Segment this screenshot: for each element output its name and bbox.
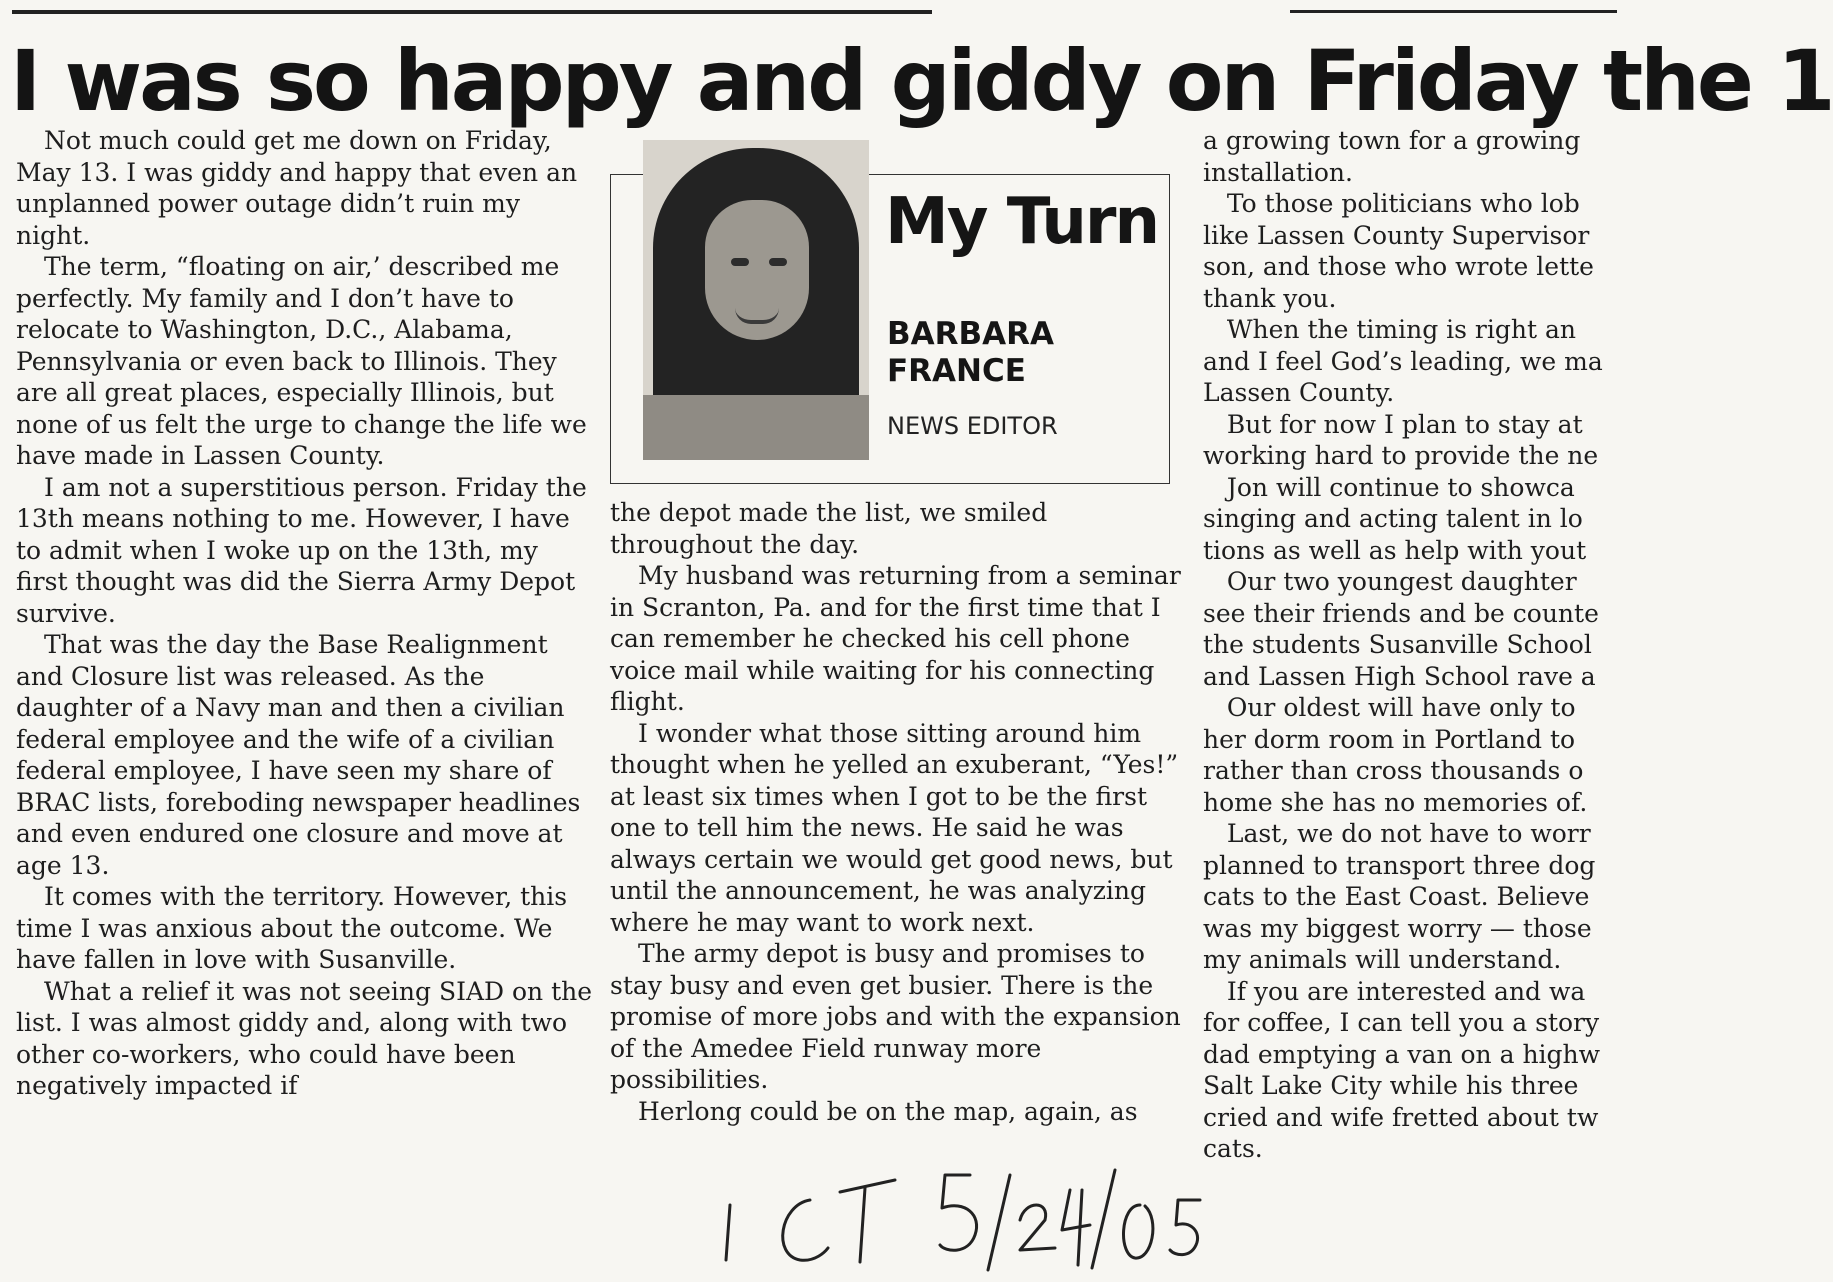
- col3-line: singing and acting talent in lo: [1203, 504, 1583, 533]
- col3-line: When the timing is right an: [1203, 315, 1576, 344]
- col3-line: planned to transport three dog: [1203, 850, 1596, 880]
- col1-paragraph: I am not a superstitious person. Friday the 13th means nothing to me. However, I have to admit when I woke up on the 13th, my first thought was did the Sierra Army Depot survive.: [16, 472, 587, 628]
- col3-line: thank you.: [1203, 283, 1337, 313]
- author-photo: [643, 140, 869, 460]
- col3-line: like Lassen County Supervisor: [1203, 220, 1590, 250]
- col2-continued: the depot made the list, we smiled throughout the day.: [610, 498, 1048, 559]
- col3-line: was my biggest worry — those: [1203, 913, 1592, 943]
- col3-line: If you are interested and wa: [1203, 976, 1586, 1006]
- column-1: [16, 125, 596, 1102]
- top-rule-right: [1290, 10, 1617, 13]
- column-2: [610, 497, 1185, 1127]
- author-role: NEWS EDITOR: [887, 412, 1058, 440]
- col3-line: her dorm room in Portland to: [1203, 724, 1576, 754]
- col3-line: cats to the East Coast. Believe: [1203, 882, 1590, 911]
- col3-line: see their friends and be counte: [1203, 598, 1599, 628]
- column-heading: My Turn: [885, 185, 1158, 259]
- col3-line: cried and wife fretted about tw: [1203, 1102, 1599, 1132]
- col3-line: To those politicians who lob: [1203, 189, 1580, 218]
- col3-line: Our two youngest daughter: [1203, 567, 1577, 596]
- col3-line: installation.: [1203, 157, 1353, 187]
- col2-paragraph: The army depot is busy and promises to stay busy and even get busier. There is the promise of more jobs and with the expansion of the Amedee Field runway more possibilities.: [610, 939, 1181, 1094]
- col3-line: Salt Lake City while his three: [1203, 1071, 1579, 1100]
- col3-line: a growing town for a growing: [1203, 126, 1581, 155]
- col1-paragraph: What a relief it was not seeing SIAD on the list. I was almost giddy and, along with two other co-workers, who could have been negatively impacted if: [16, 976, 593, 1100]
- col3-line: But for now I plan to stay at: [1203, 409, 1583, 439]
- col3-line: Jon will continue to showca: [1203, 472, 1575, 502]
- col1-paragraph: That was the day the Base Realignment and Closure list was released. As the daughter of a Navy man and then a civilian federal employee and the wife of a civilian federal employee, I have seen my share of BRAC lists, foreboding newspaper headlines and even endured one closure and move at age 13.: [16, 630, 581, 880]
- col3-line: for coffee, I can tell you a story: [1203, 1008, 1600, 1037]
- col3-line: home she has no memories of.: [1203, 787, 1588, 817]
- col3-line: my animals will understand.: [1203, 945, 1562, 974]
- col2-paragraph: My husband was returning from a seminar in Scranton, Pa. and for the first time that I can remember he checked his cell phone voice mail while waiting for his connecting flight.: [610, 561, 1181, 716]
- col3-line: rather than cross thousands o: [1203, 756, 1584, 785]
- column-3: [1203, 125, 1617, 1165]
- col3-line: working hard to provide the ne: [1203, 441, 1599, 470]
- col3-line: and I feel God’s leading, we ma: [1203, 346, 1603, 376]
- col3-line: Lassen County.: [1203, 378, 1395, 407]
- top-rule-left: [12, 10, 932, 14]
- col3-line: the students Susanville School: [1203, 630, 1592, 659]
- col2-paragraph: I wonder what those sitting around him thought when he yelled an exuberant, “Yes!” at least six times when I got to be the first one to tell him the news. He said he was always certain we would get good news, but until the announcement, he was analyzing where he may want to work next.: [610, 718, 1179, 937]
- col1-paragraph: Not much could get me down on Friday, May 13. I was giddy and happy that even an unplanned power outage didn’t ruin my night.: [16, 126, 578, 250]
- col2-paragraph: Herlong could be on the map, again, as: [638, 1096, 1138, 1126]
- author-name: [887, 316, 1054, 390]
- col1-paragraph: It comes with the territory. However, this time I was anxious about the outcome. We have fallen in love with Susanville.: [16, 882, 568, 974]
- col3-line: son, and those who wrote lette: [1203, 252, 1594, 281]
- col1-paragraph: The term, “floating on air,’ described me perfectly. My family and I don’t have to relocate to Washington, D.C., Alabama, Pennsylvania or even back to Illinois. They are all great places, especially Illinois, but none of us felt the urge to change the life we have made in Lassen County.: [16, 252, 587, 470]
- col3-line: cats.: [1203, 1134, 1263, 1163]
- handwritten-date-note: [720, 1160, 1220, 1275]
- col3-line: Our oldest will have only to: [1203, 693, 1576, 722]
- author-name-line2: FRANCE: [887, 353, 1026, 389]
- col3-line: dad emptying a van on a highw: [1203, 1039, 1601, 1069]
- col3-line: Last, we do not have to worr: [1203, 819, 1591, 848]
- author-name-line1: BARBARA: [887, 316, 1054, 352]
- col3-line: and Lassen High School rave a: [1203, 661, 1596, 691]
- headline: I was so happy and giddy on Friday the 1: [10, 32, 1833, 130]
- col3-line: tions as well as help with yout: [1203, 535, 1587, 565]
